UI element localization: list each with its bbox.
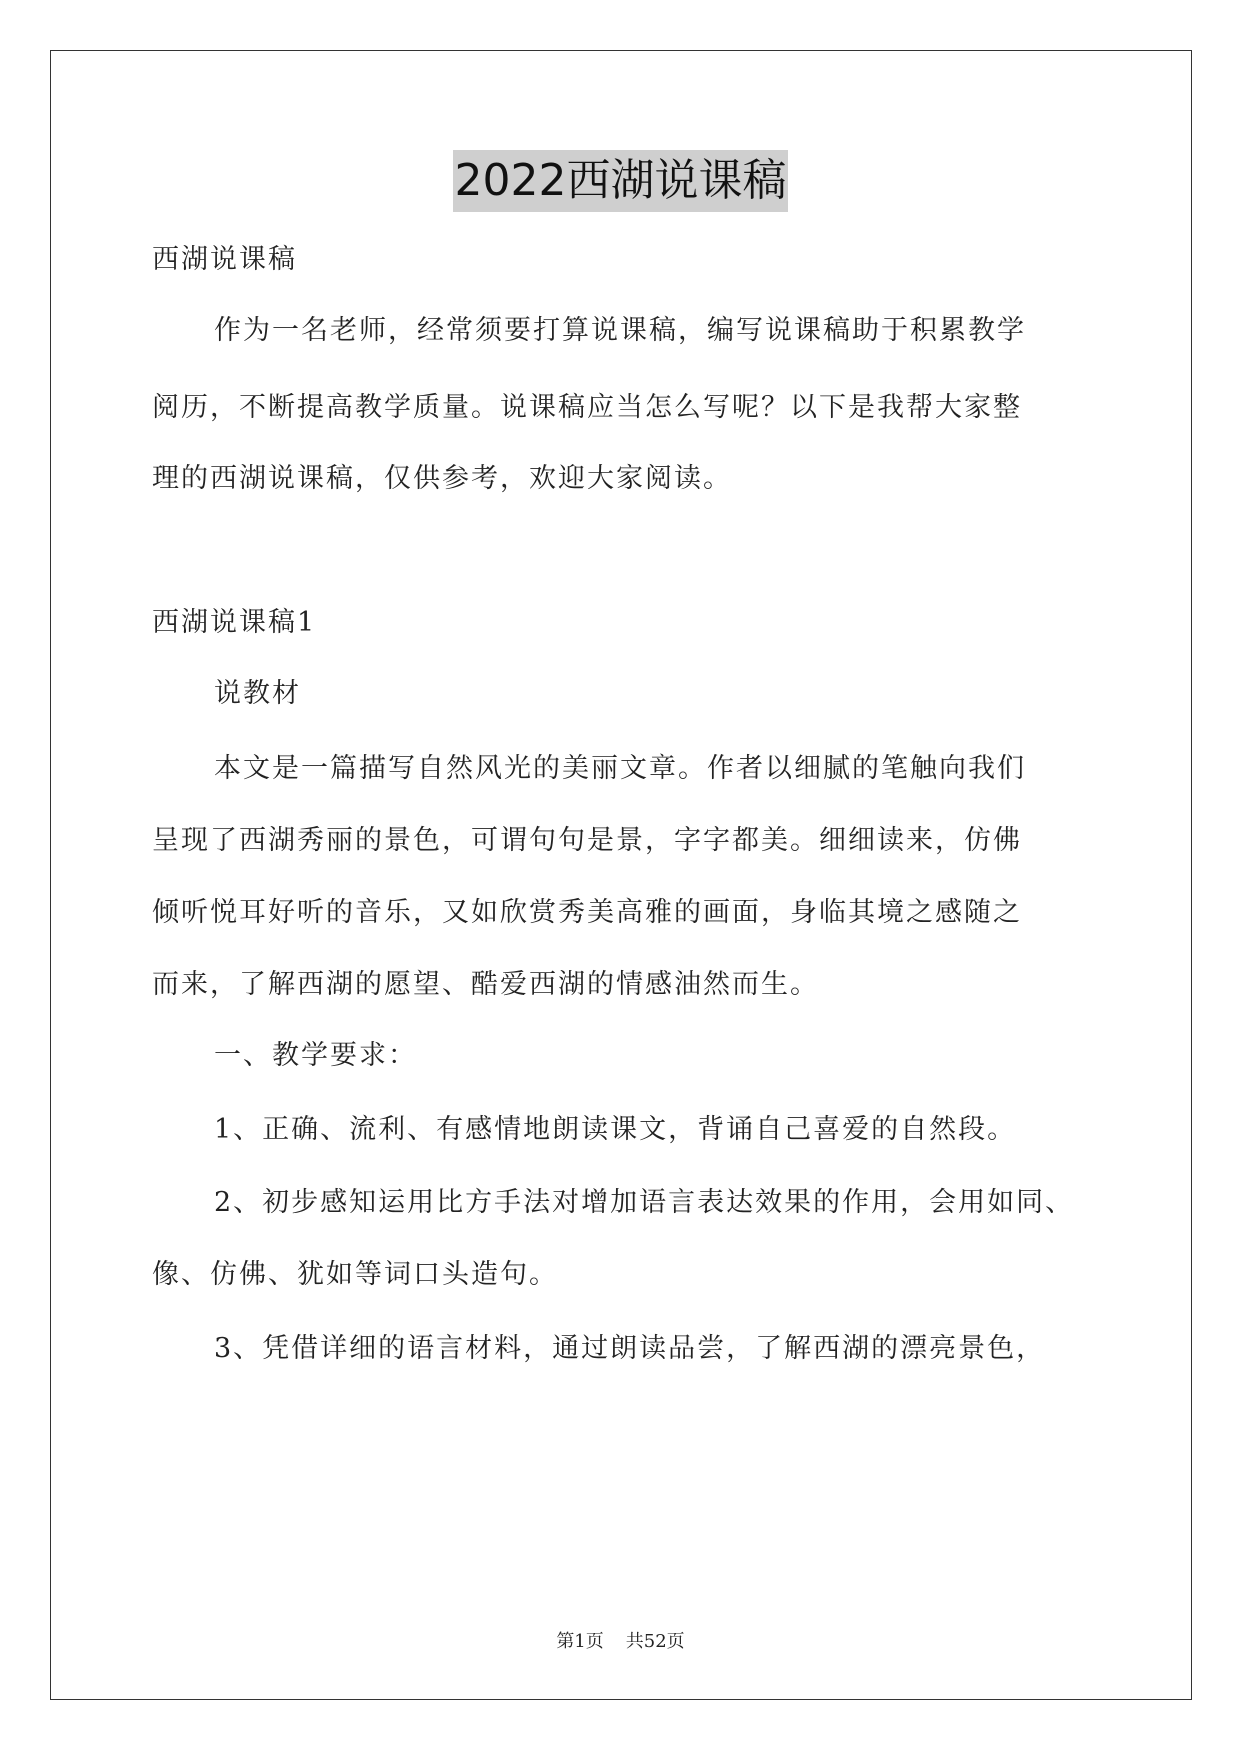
requirement-item-1: 1、正确、流利、有感情地朗读课文，背诵自己喜爱的自然段。 [214, 1114, 1017, 1145]
page-total: 共52页 [625, 1631, 685, 1652]
section-heading: 西湖说课稿1 [152, 607, 317, 638]
body-line-3: 倾听悦耳好听的音乐，又如欣赏秀美高雅的画面，身临其境之感随之 [152, 897, 1022, 928]
page-border [50, 50, 1192, 1700]
requirement-item-3: 3、凭借详细的语言材料，通过朗读品尝，了解西湖的漂亮景色， [214, 1333, 1046, 1364]
document-title: 2022西湖说课稿 [453, 150, 789, 212]
page-footer [0, 1630, 1241, 1654]
document-subtitle: 西湖说课稿 [152, 244, 297, 275]
requirement-item-2-line-2: 像、仿佛、犹如等词口头造句。 [152, 1259, 558, 1290]
intro-line-1: 作为一名老师，经常须要打算说课稿，编写说课稿助于积累教学 [214, 315, 1026, 346]
sub-heading: 说教材 [214, 678, 301, 709]
page-number: 第1页 [556, 1631, 604, 1652]
intro-line-3: 理的西湖说课稿，仅供参考，欢迎大家阅读。 [152, 463, 732, 494]
body-line-1: 本文是一篇描写自然风光的美丽文章。作者以细腻的笔触向我们 [214, 753, 1026, 784]
intro-line-2: 阅历，不断提高教学质量。说课稿应当怎么写呢？以下是我帮大家整 [152, 392, 1022, 423]
title-container [0, 150, 1241, 212]
body-line-2: 呈现了西湖秀丽的景色，可谓句句是景，字字都美。细细读来，仿佛 [152, 825, 1022, 856]
body-line-4: 而来，了解西湖的愿望、酷爱西湖的情感油然而生。 [152, 969, 819, 1000]
requirement-item-2-line-1: 2、初步感知运用比方手法对增加语言表达效果的作用，会用如同、 [214, 1187, 1075, 1218]
requirements-heading: 一、教学要求： [214, 1040, 417, 1071]
